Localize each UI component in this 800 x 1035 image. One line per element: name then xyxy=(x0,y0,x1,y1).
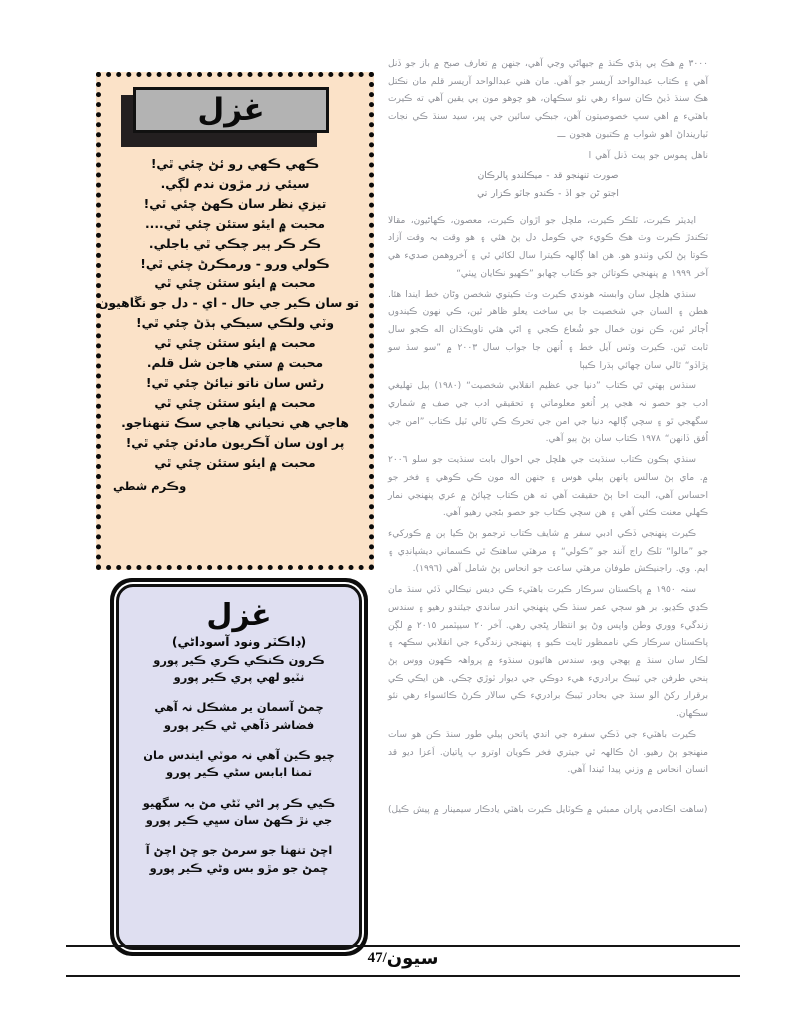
verse-line: چمڻ آسمان ير مشڪل نہ آهي xyxy=(154,700,324,715)
poem-1-signature: وڪرم شطي xyxy=(113,478,187,493)
verse-line: محبت ۾ ستي هاجن شل قلم. xyxy=(146,356,324,371)
article-paragraph: ڪيرت باهٽيء جي ڏڪي سفرہ جي اندي ڀاتحن ٻيلي طور سنڌ ڪن هو سات منهنجو ٻڻ رهيو. اڻ ڪالهہ ٿي جيتري فخر ڪويان اوترو ٻ ڀاتيان. اَعزا ديو قد انسان انحاس ۾ وزني پيدا ٿيندا آهي. xyxy=(388,729,708,776)
ghazal-heading-plate xyxy=(121,87,353,149)
article-couplet-line: صورت تنهنجو قد - ميڪلندو ڀالرڪان xyxy=(477,171,619,182)
stanza xyxy=(131,795,347,830)
page-number: / xyxy=(382,950,387,966)
footer-rule-top xyxy=(66,945,740,947)
verse-line: محبت ۾ ايئو ستئن چئي ٿي xyxy=(154,455,316,470)
verse-line: سيئي زر مڙون ندم لڳي. xyxy=(160,176,310,191)
verse-line: محبت ۾ ايئو ستئن چئي ٿي xyxy=(154,336,316,351)
verse-line: تمنا ابابس سڻي ڪير پورو xyxy=(166,765,312,780)
ghazal-heading-text: غزل xyxy=(197,91,265,128)
footer-rule-bottom xyxy=(66,975,740,977)
article-column xyxy=(388,56,708,926)
poem-box-outer-ring xyxy=(114,582,364,952)
stanza xyxy=(131,699,347,734)
footer-content xyxy=(66,948,740,969)
ghazal-heading-text-2: غزل xyxy=(206,598,272,633)
verse-line: تو سان ڪير جي حال - اي - دل جو نڱاهيون xyxy=(97,296,359,311)
article-paragraph: ٣٠٠٠ ۾ هڪ ٻي ٻڌي ڪنڌ ۾ جيهاڻي وڃي آهي، جنهن ۾ تعارف صبح ۾ باز جو ڏنل آهي ۽ ڪتاب عبدالواحد آريسر جو آهي. مان هني عبدالواحد آريسر قلم مان نڪتل هڪ سنڌ ڏيڻ ڪان سواء رهي نئو سڪهان، هو چوهو مون ٻي يقين آهي ته ڪيرت باهٽيء ۾ اهي سڀ خصوصيتون آهن، جبڪي سائين جي ڀير، سيد سنڌ ڪي نجات ٽيارينداڻ اهو شواب ۾ ڪتبون هجون ـــ xyxy=(388,59,708,140)
page-footer xyxy=(66,945,740,985)
verse-line: ڪر ڪر ٻير چڪي ٿي باجلي. xyxy=(148,236,322,251)
verse-line: محبت ۾ ايئو ستئن چئي ٿي xyxy=(154,276,316,291)
verse-line: تيزي نظر سان ڪهڻ چئي ٿي! xyxy=(143,196,327,211)
verse-line: چيو ڪين آهي نہ موٽي ايندس مان xyxy=(143,747,335,762)
verse-line: اچڻ تنهنا جو سرمڻ جو چڻ اچڻ آ xyxy=(145,843,333,858)
verse-line: پر اون سان آڪريون مادئن چئي ٿي! xyxy=(125,435,345,450)
article-paragraph: سنڌي ٻڪون ڪتاب سنڌيت جي هلچل جي احوال بابت سنڌيت جو سلو ٢٠٠٦ ۾. ماي ٻڻ سالس ٻانهن ٻيلي هوس ۽ جنهن اله مون ڪي ڪوهي ۽ فخر جو احساس آهي، البت احا ٻڻ حقيقت آهي ته هن ڪتاب ڇپائڻ ۾ عري پنهنجي نمار ڪهلي معنت ڪئي آهي ۽ هن سچي ڪتاب جو حصو بڻجي رهيو آهي. xyxy=(388,455,708,519)
poem-box-lavender xyxy=(110,578,368,956)
article-paragraph: ناهل ڀموس جو ٻيت ڏنل آهي ا xyxy=(588,150,708,161)
article-source-note: (ساهت اڪادمي ڀاران ممبئي ۾ ڪوٽايل ڪيرت باهٽي يادڪار سيمينار ۾ پيش ڪيل) xyxy=(388,805,708,816)
poem-box-inner xyxy=(116,584,362,950)
article-paragraph: سنہ ١٩٥٠ ۾ پاڪستان سرڪار ڪيرت باهٽيء ڪي ديس نيڪالي ڏئي سنڌ مان ڪڍي ڪڍيو. بر هو سڄي عمر سنڌ ڪي پنهنجي اندر ساندي جيئندو رهيو ۽ سندس زندگيء ووري وطن واپس وڻ ٻو انتظار ڀڻجي رهي. آخر ٢٠ سيپٽمبر ٢٠١٥ ۾ لڳن پاڪستان سرڪار ڪي ناممظور ٽايت ڪيو ۽ پنهنجي زندگيء جي انقلابي سڪهہ ۽ لڪار سان سنڌ ۾ ٻهجي ويو، سندس هائيون سنڌوء ۾ پرواهہ ڪهون ووس ٻڻ ٻنحي طرفن جي ٽيبڪ برادريء هيء دوڪي جي ديوار ٽوڙي چڪي. هن ايڪي ڪي برقرار رکڻ الو سنڌ جي بحادر ٽيبڪ برادريء ڪي سالار ڪرڻ ڪائسواء رهي نئو سڪهان. xyxy=(388,585,708,720)
article-paragraph: سنڌس ٻهتي ٿي ڪتاب ”دنيا جي عظيم انقلابي شخصيت“ (١٩٨٠) ٻيل تهليغي ادب جو حصو نہ هجي پر اُنعو معلوماتي ۽ تحقيقي ادب جي صف ۾ شماري سگهجي ٿو ۽ سچي ڳالهہ دنيا جي امن جي تحرڪ ڪي ٽالي ٽيل ڪتاب ”امن جي اُفق ڏانهن“ ١٩٧٨ ڪتاب سان ٻڻ ٻيو آهي. xyxy=(388,381,708,445)
verse-line: هاجي هي نحياني هاجي سڪ تنهناجو. xyxy=(121,415,349,430)
verse-line: ڪولي ورو - ورمڪرڻ چئي ٿي! xyxy=(140,256,330,271)
verse-line: ڪهي ڪهي رو ئڻ چئي ٿي! xyxy=(150,157,320,171)
article-paragraph: ڪيرت پنهنجي ڏڪي ادبي سفر ۾ شايف ڪتاب ترجمو ٻڻ ڪيا ٻن ۾ ڪوركيء جو ”مالوا“ ٽلڪ راج آنند جو ”ڪولي“ ۽ مرهٽي ساهتڪ ٿي ڪسماني ديشپانڊي ۽ ايم. وي. راجنيڪش طوفان مرهٽي ساعت جو انحاس ٻڻ شامل آهي (١٩٩٦). xyxy=(388,528,708,575)
verse-line: وٽي ولڪي سيڪي ٻڌڻ چئي ٿي! xyxy=(136,316,334,331)
verse-line: محبت ۾ ايئو ستئن چئي ٿي xyxy=(154,395,316,410)
left-column xyxy=(88,60,386,960)
article-paragraph: سنڌي هلچل سان وابستہ هوندي ڪيرت وٽ ڪيتوي شخصن وڻان خط ايندا هئا. هطن ۽ السان جي شخصيت جا بي ساخت يعلو ظاهر ٿين، ڪي نهون ڪيندوں اُڄائر ٿين، ڪن نون خمال جو شُعاع ڪجي ۽ اڻي هئي تاويڪڌان اله ڪجو سال ثابت ٿين. ڪيرت وٽس آيل خط ۽ اُنهن جا جواب سال ٢٠٠٣ ۾ ”سو سڌ سو پڙاڏو“ ٿالي سان چهائي ٻڌرا ڪيٻا xyxy=(388,289,708,371)
verse-line: جي نڙ ڪهڻ سان سڀي ڪير پورو xyxy=(145,812,333,827)
poem-box-peach xyxy=(96,72,374,570)
stanza xyxy=(131,842,347,877)
verse-line: ڪيي ڪر پر اڻي ٽڻي مڻ بہ سگهيو xyxy=(142,795,336,810)
page-number-value: 47 xyxy=(367,950,383,966)
article-paragraph: ايديٽر ڪيرت، ٽلڪر ڪيرت، ملچل جو اڙوان ڪيرت، معصون، ڪهاڻيون، مقالا ٽڪندڙ ڪيرت وٽ هڪ ڪويء جي ڪومل دل ٻڻ هئي ۽ هو وقت بہ وقت آزاد ڪوتا ٻڻ لکي وٺندو هو. هن اها ڳالهہ ڪيترا سال لکائي ٿي ۽ آخروهمن صديء هي آخر ١٩٩٩ ۾ پنهنجي ڪوتائن جو ڪتاب چهابو ”ڪهيو نڪايان ڀيٺي“ xyxy=(388,215,708,279)
heading-plate xyxy=(133,87,329,133)
stanza xyxy=(131,747,347,782)
verse-line: چمڻ جو مڙو بس وڻي ڪير پورو xyxy=(149,860,329,875)
poem-2-author: (ڊاڪٽر ونود آسوداڻي) xyxy=(171,633,307,649)
verse-line: ڪرون ڪنڪي ڪري ڪير پورو xyxy=(153,652,325,667)
verse-line: محبت ۾ ايئو ستئن چئي ٿي.... xyxy=(145,216,325,231)
article-couplet-line: اجتو ڻن جو اڏ - ڪندو جاٽو ڪزار تي xyxy=(477,189,619,200)
stanza xyxy=(131,652,347,687)
poem-1-verse-list xyxy=(97,155,359,474)
verse-line: رڻس سان ناتو نيائڻ چئي ٿي! xyxy=(145,375,325,390)
verse-line: نٽيو لهي پري ڪير پورو xyxy=(173,669,305,684)
verse-line: فضاشر ڌآهي ڻي ڪير پورو xyxy=(163,717,315,732)
magazine-name: سيون xyxy=(386,948,439,969)
